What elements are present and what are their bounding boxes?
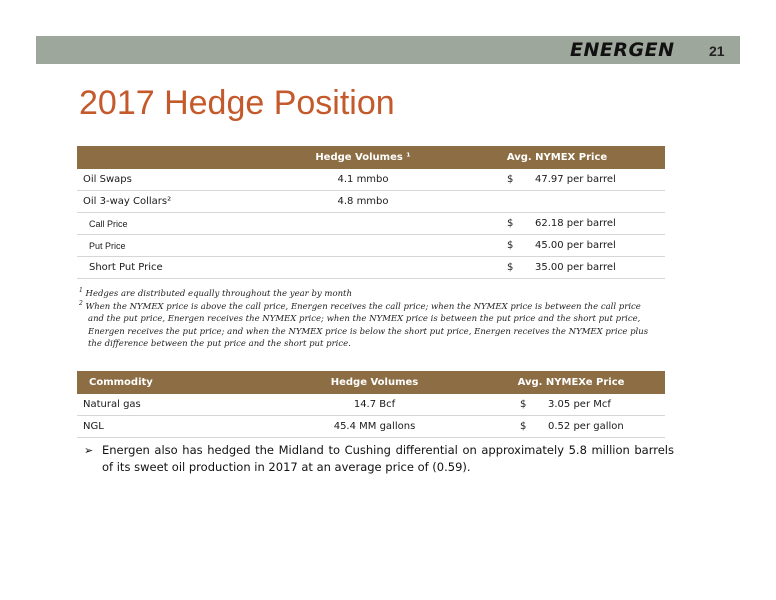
price-value: 35.00 per barrel [535, 262, 616, 273]
row-label: Put Price [77, 235, 277, 257]
row-label: Oil 3-way Collars² [77, 191, 277, 213]
hedge-volume: 45.4 MM gallons [272, 416, 477, 438]
hedge-volume: 4.8 mmbo [277, 191, 449, 213]
price-cell [449, 257, 665, 279]
hedge-volume [277, 257, 449, 279]
currency-symbol: $ [520, 399, 527, 410]
price-value: 62.18 per barrel [535, 218, 616, 229]
hedge-volume [277, 213, 449, 235]
price-value: 3.05 per Mcf [548, 399, 611, 410]
price-cell [449, 169, 665, 191]
price-value: 45.00 per barrel [535, 240, 616, 251]
column-header: Commodity [77, 371, 272, 394]
row-label: Natural gas [77, 394, 272, 416]
page-title: 2017 Hedge Position [79, 84, 395, 122]
column-header [77, 146, 277, 169]
footnote-2 [79, 298, 664, 351]
table-row [77, 394, 665, 416]
table-header-row [77, 371, 665, 394]
column-header: Hedge Volumes [272, 371, 477, 394]
row-label: Call Price [77, 213, 277, 235]
price-cell [477, 416, 665, 438]
table-header-row [77, 146, 665, 169]
energen-logo: ENERGEN [570, 39, 675, 61]
table-row [77, 235, 665, 257]
currency-symbol: $ [507, 174, 514, 185]
table-row [77, 213, 665, 235]
price-value: 47.97 per barrel [535, 174, 616, 185]
table-row [77, 257, 665, 279]
column-header: Avg. NYMEXe Price [477, 371, 665, 394]
currency-symbol: $ [507, 262, 514, 273]
price-cell [449, 191, 665, 213]
currency-symbol: $ [507, 218, 514, 229]
price-cell [449, 235, 665, 257]
table-row [77, 416, 665, 438]
currency-symbol: $ [520, 421, 527, 432]
column-header: Avg. NYMEX Price [449, 146, 665, 169]
gas-hedge-table [77, 371, 665, 438]
bullet-point [84, 442, 674, 476]
bullet-text: Energen also has hedged the Midland to Cushing differential on approximately 5.8 million barrels of its sweet oil production in 2017 at an average price of (0.59). [102, 443, 674, 474]
footnote-marker: 1 [79, 287, 83, 294]
footnote-marker: 2 [79, 300, 83, 307]
footnote-text: the difference between the put price and the short put price. [88, 339, 351, 350]
hedge-volume [277, 235, 449, 257]
table-row [77, 191, 665, 213]
hedge-volume: 4.1 mmbo [277, 169, 449, 191]
footnote-text: and the put price, Energen receives the NYMEX price; when the NYMEX price is between the put price and the short put price, [88, 314, 641, 325]
table-row [77, 169, 665, 191]
footnote-text: When the NYMEX price is above the call price, Energen receives the call price; when the NYMEX price is between the call price [85, 301, 641, 312]
oil-hedge-table [77, 146, 665, 279]
row-label: NGL [77, 416, 272, 438]
footnote-text: Energen receives the put price; and when the NYMEX price is below the short put price, Energen receives the NYMEX price plus [88, 326, 649, 337]
column-header: Hedge Volumes ¹ [277, 146, 449, 169]
price-value: 0.52 per gallon [548, 421, 624, 432]
page-number: 21 [709, 43, 725, 59]
arrow-bullet-icon: ➢ [84, 444, 94, 457]
row-label: Oil Swaps [77, 169, 277, 191]
hedge-volume: 14.7 Bcf [272, 394, 477, 416]
currency-symbol: $ [507, 240, 514, 251]
footnote-text: Hedges are distributed equally throughout the year by month [85, 288, 352, 299]
price-cell [477, 394, 665, 416]
row-label: Short Put Price [77, 257, 277, 279]
price-cell [449, 213, 665, 235]
